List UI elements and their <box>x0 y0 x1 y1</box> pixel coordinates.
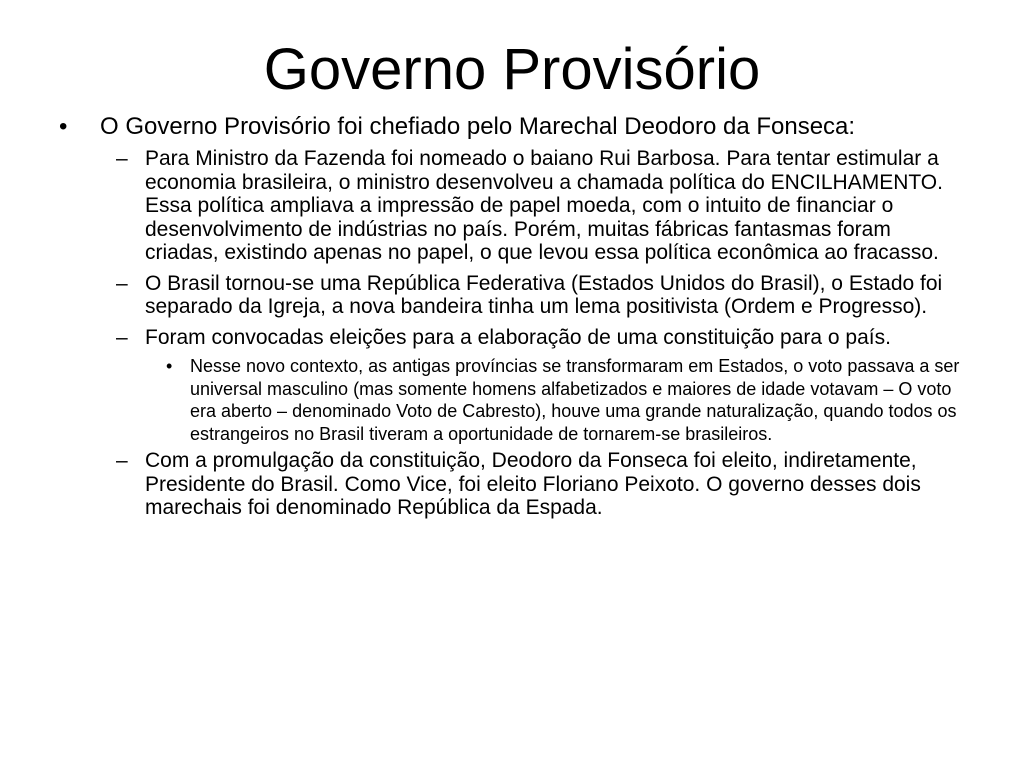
sub-bullet-list <box>56 147 961 520</box>
sub-bullet-text: Para Ministro da Fazenda foi nomeado o baiano Rui Barbosa. Para tentar estimular a economia brasileira, o ministro desenvolveu a chamada política do ENCILHAMENTO. Essa política ampliava a impressão de papel moeda, com o intuito de financiar o desenvolvimento de indústrias no país. Porém, muitas fábricas fantasmas foram criadas, existindo apenas no papel, o que levou essa política econômica ao fracasso. <box>145 147 943 264</box>
sub-bullet-1 <box>56 147 961 265</box>
slide-title: Governo Provisório <box>263 37 761 102</box>
sub-sub-bullet-1 <box>56 355 961 445</box>
sub-sub-bullet-text: Nesse novo contexto, as antigas províncias se transformaram em Estados, o voto passava a ser universal masculino (mas somente homens alfabetizados e maiores de idade votavam – O voto era aberto – denominado Voto de Cabresto), houve uma grande naturalização, quando todos os estrangeiros no Brasil tiveram a oportunidade de tornarem-se brasileiros. <box>190 356 960 444</box>
sub-sub-bullet-list <box>56 355 961 445</box>
slide-content <box>56 114 961 527</box>
bullet-marker: • <box>166 356 173 376</box>
sub-bullet-3 <box>56 326 961 350</box>
bullet-level-1 <box>56 114 961 140</box>
dash-marker: – <box>116 449 128 472</box>
sub-bullet-text: Com a promulgação da constituição, Deodoro da Fonseca foi eleito, indiretamente, Presidente do Brasil. Como Vice, foi eleito Floriano Peixoto. O governo desses dois marechais foi denominado República da Espada. <box>145 449 921 519</box>
bullet-marker: • <box>59 113 68 140</box>
sub-bullet-4 <box>56 449 961 520</box>
dash-marker: – <box>116 325 128 349</box>
sub-bullet-text: O Brasil tornou-se uma República Federativa (Estados Unidos do Brasil), o Estado foi separado da Igreja, a nova bandeira tinha um lema positivista (Ordem e Progresso). <box>145 271 943 318</box>
dash-marker: – <box>116 271 128 295</box>
bullet-text: O Governo Provisório foi chefiado pelo Marechal Deodoro da Fonseca: <box>100 113 856 140</box>
sub-bullet-2 <box>56 272 961 319</box>
dash-marker: – <box>116 147 128 170</box>
sub-bullet-text: Foram convocadas eleições para a elaboração de uma constituição para o país. <box>145 325 891 349</box>
